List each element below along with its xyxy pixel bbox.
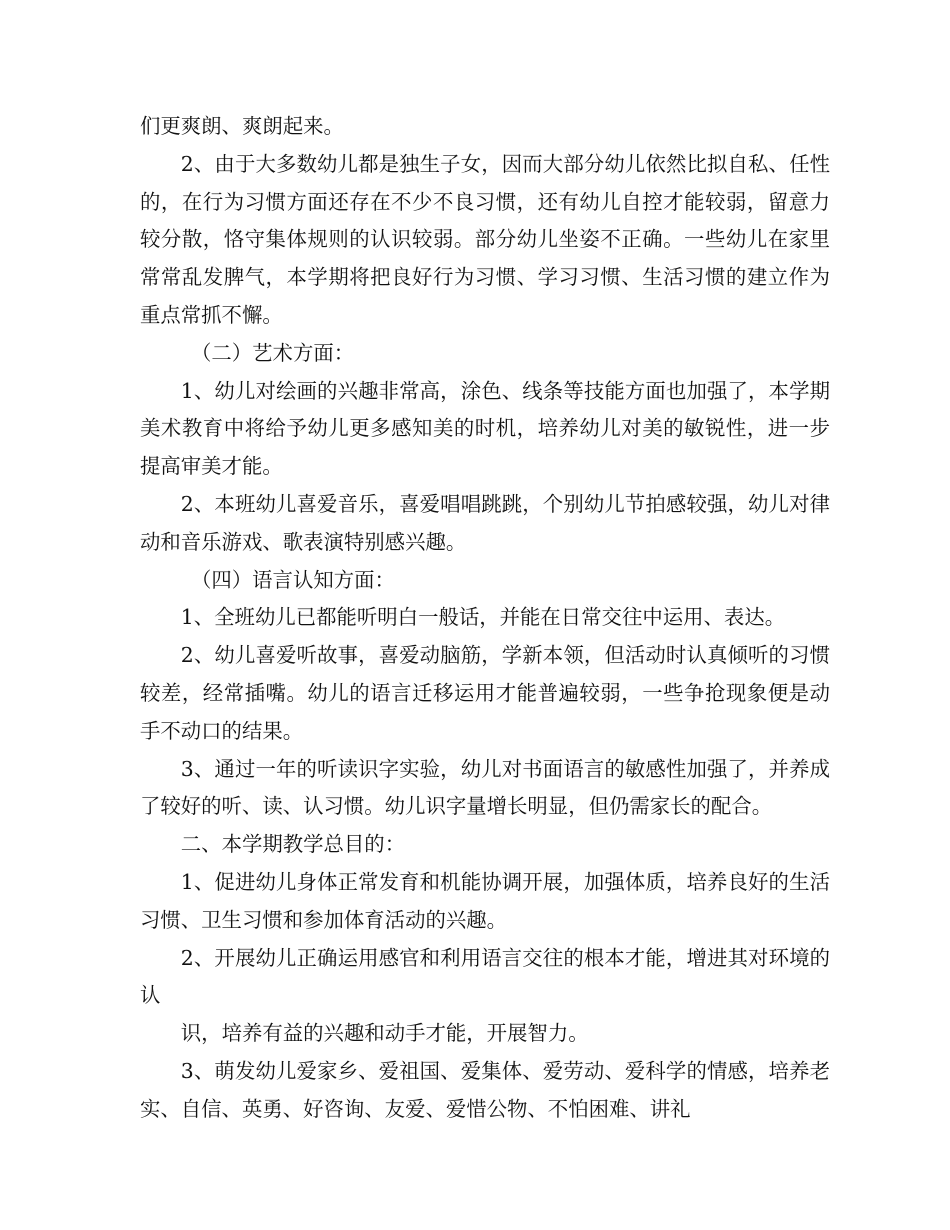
paragraph-continuation: 们更爽朗、爽朗起来。 [140,114,344,138]
section-heading-goals: 二、本学期教学总目的： [180,832,406,857]
section-heading-art: （二）艺术方面： [191,340,355,365]
paragraph-goal-3: 3、萌发幼儿爱家乡、爱祖国、爱集体、爱劳动、爱科学的情感，培养老实、自信、英勇、好咨询、友爱、爱惜公物、不怕困难、讲礼 [140,1058,830,1121]
paragraph-language-1: 1、全班幼儿已都能听明白一般话，并能在日常交往中运用、表达。 [180,605,786,630]
paragraph-language-3: 3、通过一年的听读识字实验，幼儿对书面语言的敏感性加强了，并养成了较好的听、读、认习惯。幼儿识字量增长明显，但仍需家长的配合。 [140,756,830,819]
document-body [140,108,830,1129]
paragraph-goal-2: 2、开展幼儿正确运用感官和利用语言交往的根本才能，增进其对环境的认 [140,945,830,1008]
paragraph-goal-2-continued: 识，培养有益的兴趣和动手才能，开展智力。 [180,1021,589,1046]
paragraph-art-music: 2、本班幼儿喜爱音乐，喜爱唱唱跳跳，个别幼儿节拍感较强，幼儿对律动和音乐游戏、歌表演特别感兴趣。 [140,491,830,554]
section-heading-language: （四）语言认知方面： [191,567,395,592]
paragraph-goal-1: 1、促进幼儿身体正常发育和机能协调开展，加强体质，培养良好的生活习惯、卫生习惯和参加体育活动的兴趣。 [140,869,830,932]
paragraph-language-2: 2、幼儿喜爱听故事，喜爱动脑筋，学新本领，但活动时认真倾听的习惯较差，经常插嘴。幼儿的语言迁移运用才能普遍较弱，一些争抢现象便是动手不动口的结果。 [140,643,830,743]
paragraph-art-drawing: 1、幼儿对绘画的兴趣非常高，涂色、线条等技能方面也加强了，本学期美术教育中将给予幼儿更多感知美的时机，培养幼儿对美的敏锐性，进一步提高审美才能。 [140,378,830,479]
paragraph-behavior-habits: 2、由于大多数幼儿都是独生子女，因而大部分幼儿依然比拟自私、任性的，在行为习惯方面还存在不少不良习惯，还有幼儿自控才能较弱，留意力较分散，恪守集体规则的认识较弱。部分幼儿坐姿不正确。一些幼儿在家里常常乱发脾气，本学期将把良好行为习惯、学习习惯、生活习惯的建立作为重点常抓不懈。 [140,151,830,327]
